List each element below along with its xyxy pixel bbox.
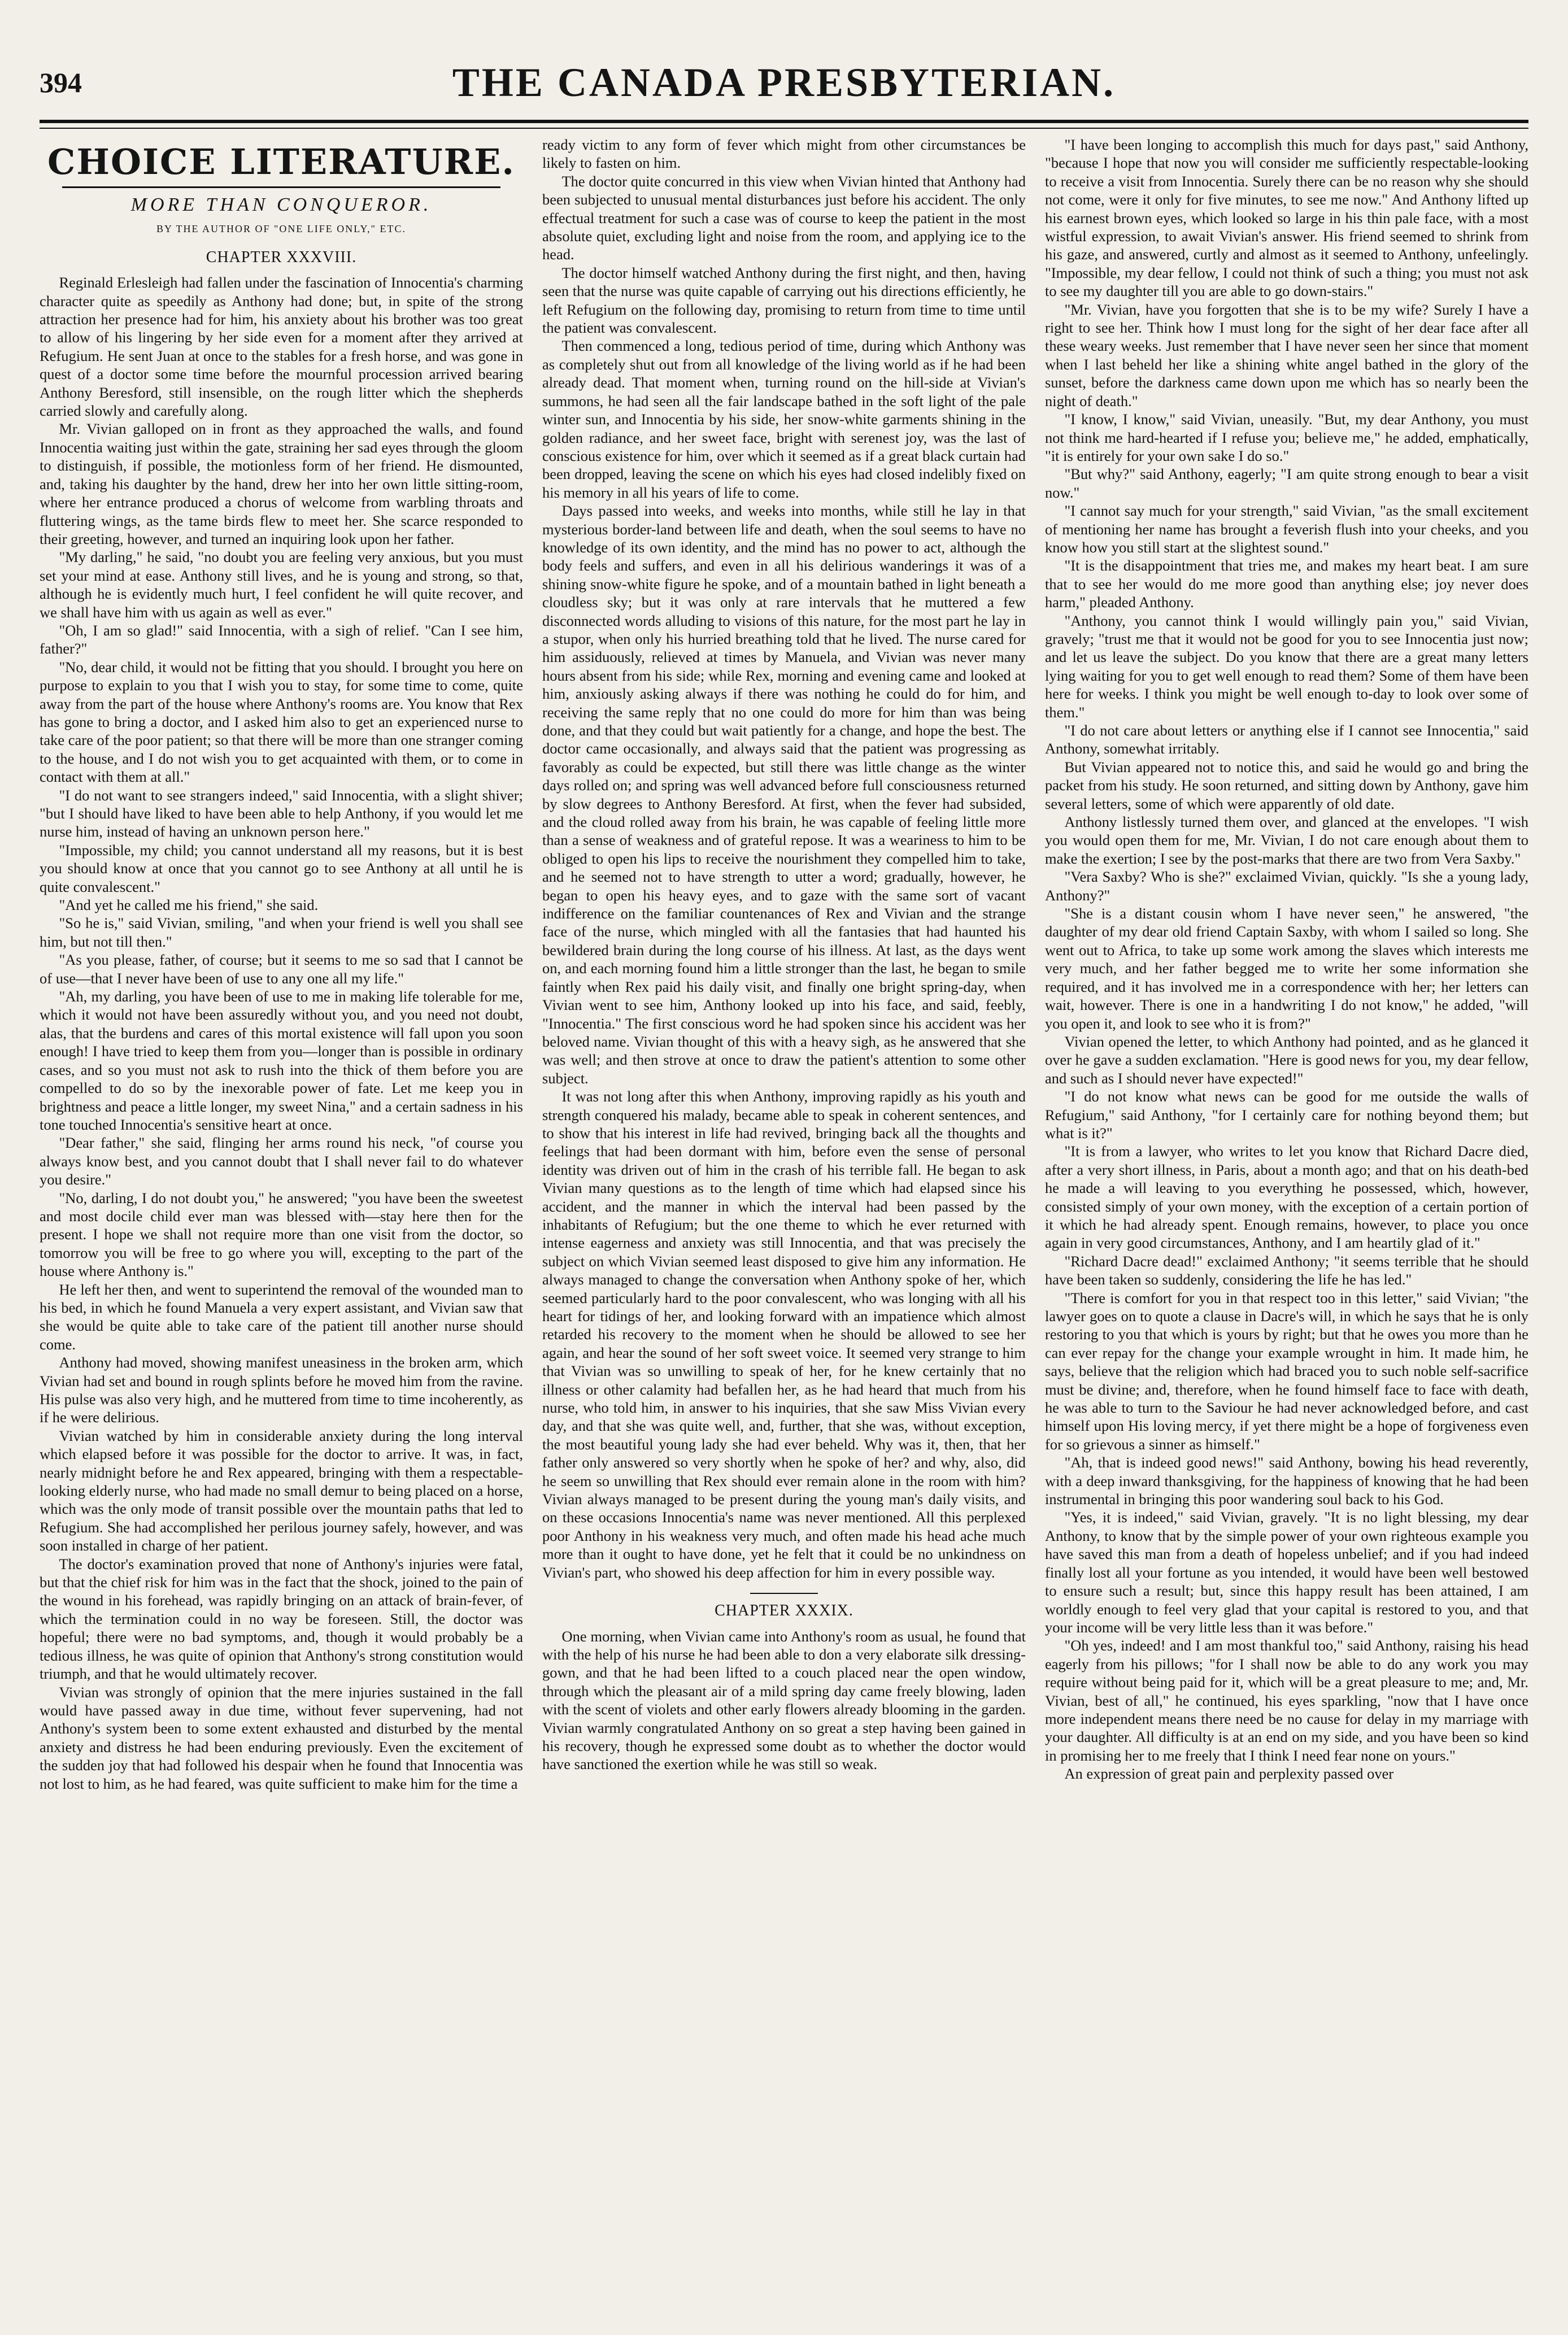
paragraph: But Vivian appeared not to notice this, and said he would go and bring the packet from his study. He soon returned, and sitting down by Anthony, gave him several letters, some of which were apparently of old date. [1045, 758, 1528, 812]
article-columns [40, 136, 1528, 2299]
paragraph: "Ah, that is indeed good news!" said Anthony, bowing his head reverently, with a deep inward thanksgiving, for the happiness of knowing that he had been instrumental in bringing this poor wandering soul back to his God. [1045, 1454, 1528, 1508]
paragraph: Mr. Vivian galloped on in front as they approached the walls, and found Innocentia waiting just within the gate, straining her sad eyes through the gloom to distinguish, if possible, the motionless form of her friend. He dismounted, and, taking his daughter by the hand, drew her into her own little sitting-room, where her entrance produced a chorus of welcome from warbling throats and fluttering wings, as the tame birds flew to meet her. She scarce responded to their greeting, however, and turned an inquiring look upon her father. [40, 420, 523, 547]
paragraph: "Anthony, you cannot think I would willingly pain you," said Vivian, gravely; "trust me that it would not be good for you to see Innocentia just now; and let us leave the subject. Do you know that there are a great many letters lying waiting for you to get well enough to read them? Some of them have been here for weeks. I think you might be well enough to-day to look over some of them." [1045, 612, 1528, 721]
paragraph: "So he is," said Vivian, smiling, "and when your friend is well you shall see him, but not till then." [40, 914, 523, 950]
paragraph: Anthony listlessly turned them over, and glanced at the envelopes. "I wish you would open them for me, Mr. Vivian, I do not care enough about them to make the exertion; I see by the post-marks that there are two from Vera Saxby." [1045, 813, 1528, 867]
paragraph: "Impossible, my child; you cannot understand all my reasons, but it is best you should know at once that you cannot go to see Anthony at all until he is quite convalescent." [40, 841, 523, 895]
paragraph: "Oh, I am so glad!" said Innocentia, with a sigh of relief. "Can I see him, father?" [40, 621, 523, 657]
paragraph: "She is a distant cousin whom I have never seen," he answered, "the daughter of my dear old friend Captain Saxby, with whom I sailed so long. She went out to Africa, to take up some work among the slaves which interests me very much, and her father begged me to write her some information she required, and it has involved me in a correspondence with her; her letters can wait, however. There is one in a handwriting I do not know," he added, "will you open it, and look to see who it is from?" [1045, 905, 1528, 1032]
paragraph: "My darling," he said, "no doubt you are feeling very anxious, but you must set your mind at ease. Anthony still lives, and he is young and strong, so that, although he is evidently much hurt, I feel confident he will quite recover, and we shall have him with us again as well as ever." [40, 548, 523, 621]
paragraph: "No, darling, I do not doubt you," he answered; "you have been the sweetest and most docile child ever man was blessed with—stay here then for the present. I hope we shall not require more than one visit from the doctor, so tomorrow you will be free to go where you will, excepting to the part of the house where Anthony is." [40, 1189, 523, 1280]
paragraph: "I do not know what news can be good for me outside the walls of Refugium," said Anthony, "for I certainly care for nothing beyond them; but what is it?" [1045, 1088, 1528, 1142]
paragraph: "Vera Saxby? Who is she?" exclaimed Vivian, quickly. "Is she a young lady, Anthony?" [1045, 868, 1528, 904]
page-header [40, 59, 1528, 116]
paragraph: Vivian watched by him in considerable anxiety during the long interval which elapsed before it was possible for the doctor to arrive. It was, in fact, nearly midnight before he and Rex appeared, bringing with them a respectable-looking elderly nurse, who had made no small demur to being placed on a horse, which was the only mode of transit possible over the mountain paths that led to Refugium. She had accomplished her perilous journey safely, however, and was soon installed in charge of her patient. [40, 1427, 523, 1554]
paragraph: Vivian was strongly of opinion that the mere injuries sustained in the fall would have passed away in due time, without fever supervening, had not Anthony's system been to some extent exhausted and disturbed by the mental anxiety and distress he had been enduring previously. Even the excitement of the sudden joy that had followed his despair when he found that Innocentia was not lost to him, as he had feared, was quite sufficient to make him for the time a [40, 1683, 523, 1792]
header-rule-thin [40, 128, 1528, 129]
paragraph: Anthony had moved, showing manifest uneasiness in the broken arm, which Vivian had set and bound in rough splints before he moved him from the ravine. His pulse was also very high, and he muttered from time to time incoherently, as if he were delirious. [40, 1354, 523, 1426]
paragraph: "Dear father," she said, flinging her arms round his neck, "of course you always know best, and you cannot doubt that I shall never fail to do whatever you desire." [40, 1134, 523, 1188]
paragraph: An expression of great pain and perplexity passed over [1064, 1765, 1394, 1783]
paragraph: "I know, I know," said Vivian, uneasily. "But, my dear Anthony, you must not think me hard-hearted if I refuse you; believe me," he added, emphatically, "it is entirely for your own sake I do so." [1045, 411, 1528, 464]
story-byline: BY THE AUTHOR OF "ONE LIFE ONLY," ETC. [156, 223, 407, 235]
paragraph: "Yes, it is indeed," said Vivian, gravely. "It is no light blessing, my dear Anthony, to know that by the simple power of your own righteous example you have saved this man from a death of hopeless unbelief; and if you had indeed finally lost all your fortune as you intended, it would have been well bestowed to ensure such a result; but, since this happy result has been attained, I am worldly enough to feel very glad that your capital is restored to you, and that your income will be very little less than it was before." [1045, 1509, 1528, 1636]
column-3 [1045, 136, 1528, 2299]
paragraph: "It is the disappointment that tries me, and makes my heart beat. I am sure that to see her would do me more good than anything else; joy never does harm," pleaded Anthony. [1045, 557, 1528, 611]
paragraph: "There is comfort for you in that respect too in this letter," said Vivian; "the lawyer goes on to quote a clause in Dacre's will, in which he says that he is only restoring to you that which is yours by right; but that he owes you more than he can ever repay for the change your example wrought in him. It made him, he says, believe that the religion which had braced you to such noble self-sacrifice must be divine; and, therefore, when he found himself face to face with death, he was able to turn to the Saviour he had never acknowledged before, and cast himself upon His loving mercy, if yet there might be a hope of forgiveness even for so grievous a sinner as himself." [1045, 1289, 1528, 1453]
paragraph: Vivian opened the letter, to which Anthony had pointed, and as he glanced it over he gave a sudden exclamation. "Here is good news for you, my dear fellow, and such as I should never have expected!" [1045, 1033, 1528, 1087]
section-title: CHOICE LITERATURE. [47, 141, 515, 182]
page-number: 394 [40, 67, 82, 98]
paragraph: One morning, when Vivian came into Anthony's room as usual, he found that with the help of his nurse he had been able to don a very elaborate silk dressing-gown, and that he had been lifted to a couch placed near the open window, through which the pleasant air of a mild spring day came freely blowing, laden with the scent of violets and other early flowers already blooming in the garden. Vivian warmly congratulated Anthony on so great a step having been gained in his recovery, though he expressed some doubt as to whether the doctor would have sanctioned the exertion while he was still so weak. [542, 1627, 1026, 1773]
paragraph: "I cannot say much for your strength," said Vivian, "as the small excitement of mentioning her name has brought a feverish flush into your cheeks, and you know how you still start at the slightest sound." [1045, 502, 1528, 556]
paragraph: The doctor quite concurred in this view when Vivian hinted that Anthony had been subjected to unusual mental disturbances just before his accident. The only effectual treatment for such a case was of course to keep the patient in the most absolute quiet, excluding light and noise from the room, and applying ice to the head. [542, 172, 1026, 263]
paragraph: "Richard Dacre dead!" exclaimed Anthony; "it seems terrible that he should have been taken so suddenly, considering the life he has led." [1045, 1252, 1528, 1288]
paragraph: "Ah, my darling, you have been of use to me in making life tolerable for me, which it would not have been assuredly without you, and you need not doubt, alas, that the burdens and cares of this mortal existence will fall upon you soon enough! I have tried to keep them from you—longer than is possible in ordinary cases, and so you must not ask to rush into the thick of them before you are compelled to do so by the inexorable power of fate. Let me keep you in brightness and peace a little longer, my sweet Nina," and a certain sadness in his tone touched Innocentia's sensitive heart at once. [40, 988, 523, 1133]
chapter-heading: CHAPTER XXXVIII. [206, 248, 357, 266]
paragraph: The doctor's examination proved that none of Anthony's injuries were fatal, but that the chief risk for him was in the fact that the shock, joined to the pain of the wound in his forehead, was rapidly bringing on an attack of brain-fever, of which the termination could in no way be foreseen. Still, the doctor was hopeful; there were no bad symptoms, and, though it would probably be a tedious illness, he was quite of opinion that Anthony's strong constitution would triumph, and that he would ultimately recover. [40, 1555, 523, 1683]
section-rule [62, 186, 500, 188]
paragraph: "Mr. Vivian, have you forgotten that she is to be my wife? Surely I have a right to see her. Think how I must long for the sight of her dear face after all these weary weeks. Just remember that I have never seen her since that moment when I last beheld her like a shining white angel bathed in the glory of the sunset, before the darkness came down upon me which has so nearly been the night of death." [1045, 300, 1528, 410]
paragraph: "I do not want to see strangers indeed," said Innocentia, with a slight shiver; "but I should have liked to have been able to help Anthony, if you would let me nurse him, instead of having an unknown person here." [40, 786, 523, 840]
paragraph: "It is from a lawyer, who writes to let you know that Richard Dacre died, after a very short illness, in Paris, about a month ago; and that on his death-bed he made a will leaving to you everything he possessed, which, however, consisted simply of your own money, with the exception of a certain portion of it which he had already spent. Enough remains, however, to place you once again in very good circumstances, Anthony, and I am heartily glad of it." [1045, 1143, 1528, 1252]
paragraph: The doctor himself watched Anthony during the first night, and then, having seen that the nurse was quite capable of carrying out his directions efficiently, he left Refugium on the following day, promising to return from time to time until the patient was convalescent. [542, 264, 1026, 337]
paragraph: "I do not care about letters or anything else if I cannot see Innocentia," said Anthony, somewhat irritably. [1045, 722, 1528, 757]
paragraph: "As you please, father, of course; but it seems to me so sad that I cannot be of use—that I never have been of use to any one all my life." [40, 951, 523, 987]
paragraph: "I have been longing to accomplish this much for days past," said Anthony, "because I hope that now you will consider me sufficiently respectable-looking to receive a visit from Innocentia. Surely there can be no reason why she should not come, were it only for five minutes, to see me now." And Anthony lifted up his earnest brown eyes, which looked so large in his thin pale face, with a most wistful expression, to await Vivian's answer. His friend seemed to shrink from his gaze, and answered, curtly and almost as it seemed to Anthony, unfeelingly. "Impossible, my dear fellow, I could not think of such a thing; you must not ask to see my daughter till you are able to go down-stairs." [1045, 136, 1528, 300]
paragraph: "And yet he called me his friend," she said. [59, 896, 319, 914]
paragraph: It was not long after this when Anthony, improving rapidly as his youth and strength conquered his malady, became able to speak in coherent sentences, and to show that his interest in life had revived, bringing back all the thoughts and feelings that had been dormant with him, before even the sense of personal identity was driven out of him in the crash of his terrible fall. He began to ask Vivian many questions as to the length of time which had elapsed since his accident, and the manner in which the interval had been passed by the inhabitants of Refugium; but the one theme to which he ever returned with intense eagerness and anxiety was still Innocentia, and that was precisely the subject on which Vivian seemed least disposed to give him any information. He always managed to change the conversation when Anthony spoke of her, which seemed particularly hard to the poor convalescent, who was longing with all his heart for tidings of her, and looking forward with an impatience which almost retarded his recovery to the moment when he should be allowed to see her again, and hear the sound of her soft sweet voice. It seemed very strange to him that Vivian was so unwilling to speak of her, for he knew certainly that no illness or other calamity had befallen her, as he had heard that much from his nurse, who told him, in answer to his inquiries, that she saw Miss Vivian every day, and that she was quite well, and, further, that she was, without exception, the most beautiful young lady she had ever beheld. Why was it, then, that her father only answered so very shortly when he spoke of her? and why, also, did he seem so unwilling that Rex should ever remain alone in the room with him? Vivian always managed to be present during the young man's daily visits, and on these occasions Innocentia's name was never mentioned. All this perplexed poor Anthony in his weakness very much, and often made his head ache much more than it ought to have done, yet he felt that it could be no unkindness on Vivian's part, who showed his deep affection for him in every possible way. [542, 1088, 1026, 1581]
paragraph: "No, dear child, it would not be fitting that you should. I brought you here on purpose to explain to you that I wish you to stay, for some time to come, quite away from the part of the house where Anthony's rooms are. You know that Rex has gone to bring a doctor, and I asked him also to get an experienced nurse to take care of the poor patient; so that there will be more than one stranger coming to the house, and I do not wish you to get acquainted with them, or to come in contact with them at all." [40, 658, 523, 786]
column-2 [542, 136, 1026, 2299]
story-title: MORE THAN CONQUEROR. [130, 194, 432, 215]
header-rule-thick [40, 120, 1528, 123]
chapter-divider [750, 1593, 818, 1594]
paragraph: ready victim to any form of fever which might from other circumstances be likely to fasten on him. [542, 136, 1026, 172]
paragraph: Days passed into weeks, and weeks into months, while still he lay in that mysterious border-land between life and death, when the soul seems to have no knowledge of its own identity, and the mind has no power to act, although the body feels and suffers, and even in all his delirious wanderings it was of a shining snow-white figure he spoke, and of a mountain bathed in light beneath a cloudless sky; but it was only at rare intervals that he muttered a few disconnected words alluding to visions of this nature, for the most part he lay in a stupor, when only his hurried breathing told that he lived. The nurse cared for him assiduously, relieved at times by Manuela, and Vivian was never many hours absent from his side; while Rex, morning and evening came and looked at him, anxiously asking always if there was nothing he could do for him, and receiving the same reply that no one could do more for him than was being done, and that they could but wait patiently for a change, and hope the best. The doctor came occasionally, and always said that the patient was progressing as favorably as could be expected, but still there was little change as the winter days rolled on; and spring was well advanced before full consciousness returned by slow degrees to Anthony Beresford. At first, when the fever had subsided, and the cloud rolled away from his brain, he was capable of feeling little more than a sense of weakness and of grateful repose. It was a weariness to him to be obliged to open his lips to receive the nourishment they compelled him to take, and he seemed not to have strength to utter a word; gradually, however, he began to open his heavy eyes, and to gaze with the same sort of vacant indifference on the familiar countenances of Rex and Vivian and the strange face of the nurse, which mingled with all the fantasies that had haunted his bewildered brain during the long course of his illness. At last, as the days went on, and each morning found him a little stronger than the last, he began to smile faintly when Rex paid his daily visit, and finally one bright spring-day, when Vivian went to see him, Anthony looked up into his face, and said, feebly, "Innocentia." The first conscious word he had spoken since his accident was her beloved name. Vivian thought of this with a heavy sigh, as he answered that she was well; and then strove at once to draw the patient's attention to some other subject. [542, 502, 1026, 1087]
paragraph: "Oh yes, indeed! and I am most thankful too," said Anthony, raising his head eagerly from his pillows; "for I shall now be able to do any work you may require without being paid for it, which will be a great pleasure to me; and, Mr. Vivian, best of all," he continued, his eyes sparkling, "now that I have once more independent means there need be no cause for delay in my marriage with your daughter. All difficulty is at an end on my side, and you have been so kind in promising her to me freely that I think I need fear none on yours." [1045, 1637, 1528, 1764]
column-1 [40, 136, 523, 2299]
paragraph: He left her then, and went to superintend the removal of the wounded man to his bed, in which he found Manuela a very expert assistant, and Vivian saw that she would be quite able to take care of the patient till another nurse should come. [40, 1280, 523, 1353]
journal-title: THE CANADA PRESBYTERIAN. [452, 60, 1116, 105]
paragraph: Reginald Erlesleigh had fallen under the fascination of Innocentia's charming character quite as speedily as Anthony had done; but, in spite of the strong attraction her presence had for him, his anxiety about his brother was too great to allow of his lingering by her side even for a moment after they arrived at Refugium. He sent Juan at once to the stables for a fresh horse, and was gone in quest of a doctor some time before the mournful procession arrived bearing Anthony Beresford, still insensible, on the rough litter which the shepherds carried slowly and carefully along. [40, 274, 523, 420]
paragraph: Then commenced a long, tedious period of time, during which Anthony was as completely shut out from all knowledge of the living world as if he had been already dead. That moment when, turning round on the hill-side at Vivian's summons, he had seen all the fair landscape bathed in the soft light of the pale winter sun, and Innocentia by his side, her snow-white garments shining in the golden radiance, and her sweet face, bright with serenest joy, was the last of conscious existence for him, over which it seemed as if a great black curtain had been dropped, leaving the scene on which his eyes had closed indelibly fixed on his memory in all his years of life to come. [542, 337, 1026, 501]
chapter-heading: CHAPTER XXXIX. [715, 1602, 853, 1620]
paragraph: "But why?" said Anthony, eagerly; "I am quite strong enough to bear a visit now." [1045, 465, 1528, 501]
